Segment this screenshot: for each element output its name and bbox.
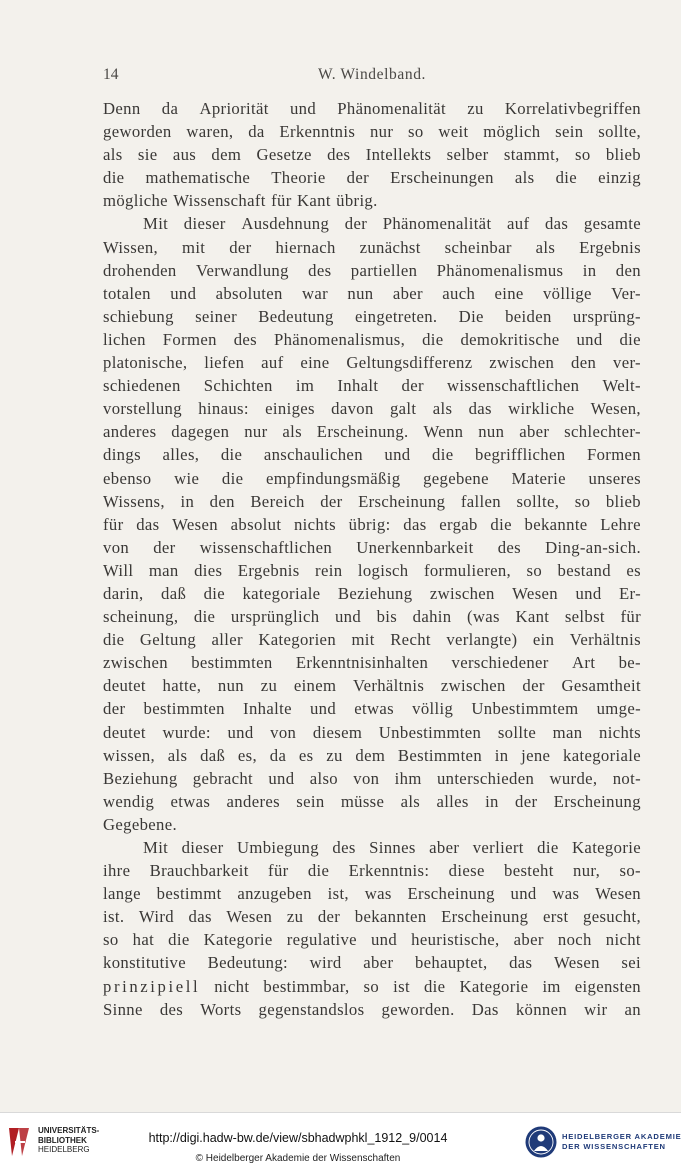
- text-line: von der wissenschaftlichen Unerkennbarkeit des Ding-an-sich.: [103, 537, 641, 557]
- page-header: [103, 66, 641, 88]
- text-line: platonische, liefen auf eine Geltungsdifferenz zwischen den ver-: [103, 353, 641, 373]
- text-line: Will man dies Ergebnis rein logisch formulieren, so bestand es: [103, 560, 641, 580]
- text-line: Gegebene.: [103, 814, 178, 834]
- text-line: Denn da Apriorität und Phänomenalität zu Korrelativbegriffen: [103, 99, 641, 118]
- text-line: konstitutive Bedeutung: wird aber behauptet, das Wesen sei: [103, 953, 641, 973]
- library-name: [38, 1126, 99, 1155]
- academy-name-line: HEIDELBERGER AKADEMIE: [562, 1132, 681, 1141]
- emphasized-word: prinzipiell: [103, 976, 201, 996]
- text-line: schiebung seiner Bedeutung eingetreten. Die beiden ursprüng-: [103, 306, 641, 326]
- text-line: so hat die Kategorie regulative und heuristische, aber noch nicht: [103, 930, 641, 950]
- text-line: ihre Brauchbarkeit für die Erkenntnis: diese besteht nur, so-: [103, 861, 641, 881]
- text-line: darin, daß die kategoriale Beziehung zwischen Wesen und Er-: [103, 583, 641, 603]
- text-line: totalen und absoluten war nun aber auch eine völlige Ver-: [103, 283, 641, 303]
- body-text: [103, 97, 641, 1021]
- text-line: Wissen, mit der hiernach zunächst scheinbar als Ergebnis: [103, 237, 641, 257]
- text-line: ebenso wie die empfindungsmäßig gegebene Materie unseres: [103, 468, 641, 488]
- text-line: deutet wurde: und von diesem Unbestimmten sollte man nichts: [103, 722, 641, 742]
- text-line: Wissens, in den Bereich der Erscheinung fallen sollte, so blieb: [103, 491, 641, 511]
- academy-name: [562, 1132, 681, 1152]
- academy-name-line: DER WISSENSCHAFTEN: [562, 1142, 666, 1151]
- text-line: lichen Formen des Phänomenalismus, die demokritische und die: [103, 329, 641, 349]
- text-line: der bestimmten Inhalte und etwas völlig Unbestimmtem umge-: [103, 699, 641, 719]
- text-line: für das Wesen absolut nichts übrig: das ergab die bekannte Lehre: [103, 514, 641, 534]
- text-line: geworden waren, da Erkenntnis nur so weit möglich sein sollte,: [103, 122, 641, 142]
- library-name-line: UNIVERSITÄTS-: [38, 1126, 100, 1135]
- text-line: dings alles, die anschaulichen und die begrifflichen Formen: [103, 445, 641, 465]
- source-url-link[interactable]: http://digi.hadw-bw.de/view/sbhadwphkl_1912_9/0014: [148, 1131, 448, 1145]
- text-line: deutet hatte, nun zu einem Verhältnis zwischen der Gesamtheit: [103, 676, 641, 696]
- text-line: scheinung, die ursprünglich und bis dahin (was Kant selbst für: [103, 607, 641, 627]
- text-line: lange bestimmt anzugeben ist, was Erscheinung und was Wesen: [103, 884, 641, 904]
- text-line: wissen, als daß es, da es zu dem Bestimmten in jene kategoriale: [103, 745, 641, 765]
- footer-bar: [0, 1112, 681, 1169]
- text-line: ist. Wird das Wesen zu der bekannten Erscheinung erst gesucht,: [103, 907, 641, 927]
- text-line: vorstellung hinaus: einiges davon galt als das wirkliche Wesen,: [103, 399, 641, 419]
- library-name-line: HEIDELBERG: [38, 1145, 90, 1154]
- copyright-notice: © Heidelberger Akademie der Wissenschaften: [195, 1153, 401, 1164]
- text-line: als sie aus dem Gesetze des Intellekts selber stammt, so blieb: [103, 145, 641, 165]
- library-logo[interactable]: [6, 1125, 126, 1161]
- text-line: schiedenen Schichten im Inhalt der wissenschaftlichen Welt-: [103, 376, 641, 396]
- text-line: anderes dagegen nur als Erscheinung. Wenn nun aber schlechter-: [103, 422, 641, 442]
- text-line: die Geltung aller Kategorien mit Recht verlangte) ein Verhältnis: [103, 630, 641, 650]
- running-title: W. Windelband.: [317, 66, 427, 83]
- text-line: wendig etwas anderes sein müsse als alles in der Erscheinung: [103, 791, 641, 811]
- library-name-line: BIBLIOTHEK: [38, 1135, 87, 1145]
- text-line: zwischen bestimmten Erkenntnisinhalten verschiedener Art be-: [103, 653, 641, 673]
- text-line: Mit dieser Umbiegung des Sinnes aber verliert die Kategorie: [143, 838, 641, 857]
- text-line: Sinne des Worts gegenstandslos geworden. Das können wir an: [103, 999, 641, 1019]
- page-number: 14: [103, 66, 119, 83]
- text-line: mögliche Wissenschaft für Kant übrig.: [103, 191, 378, 211]
- text-line: Mit dieser Ausdehnung der Phänomenalität auf das gesamte: [143, 214, 641, 234]
- academy-logo[interactable]: [524, 1125, 680, 1165]
- text-line: drohenden Verwandlung des partiellen Phänomenalismus in den: [103, 260, 641, 280]
- academy-seal-icon: [524, 1125, 558, 1159]
- library-emblem-icon: [6, 1125, 32, 1159]
- text-line: Beziehung gebracht und also von ihm unterschieden wurde, not-: [103, 768, 641, 788]
- text-line: die mathematische Theorie der Erscheinungen als die einzig: [103, 168, 641, 188]
- text-line: prinzipiell nicht bestimmbar, so ist die Kategorie im eigensten: [103, 975, 641, 998]
